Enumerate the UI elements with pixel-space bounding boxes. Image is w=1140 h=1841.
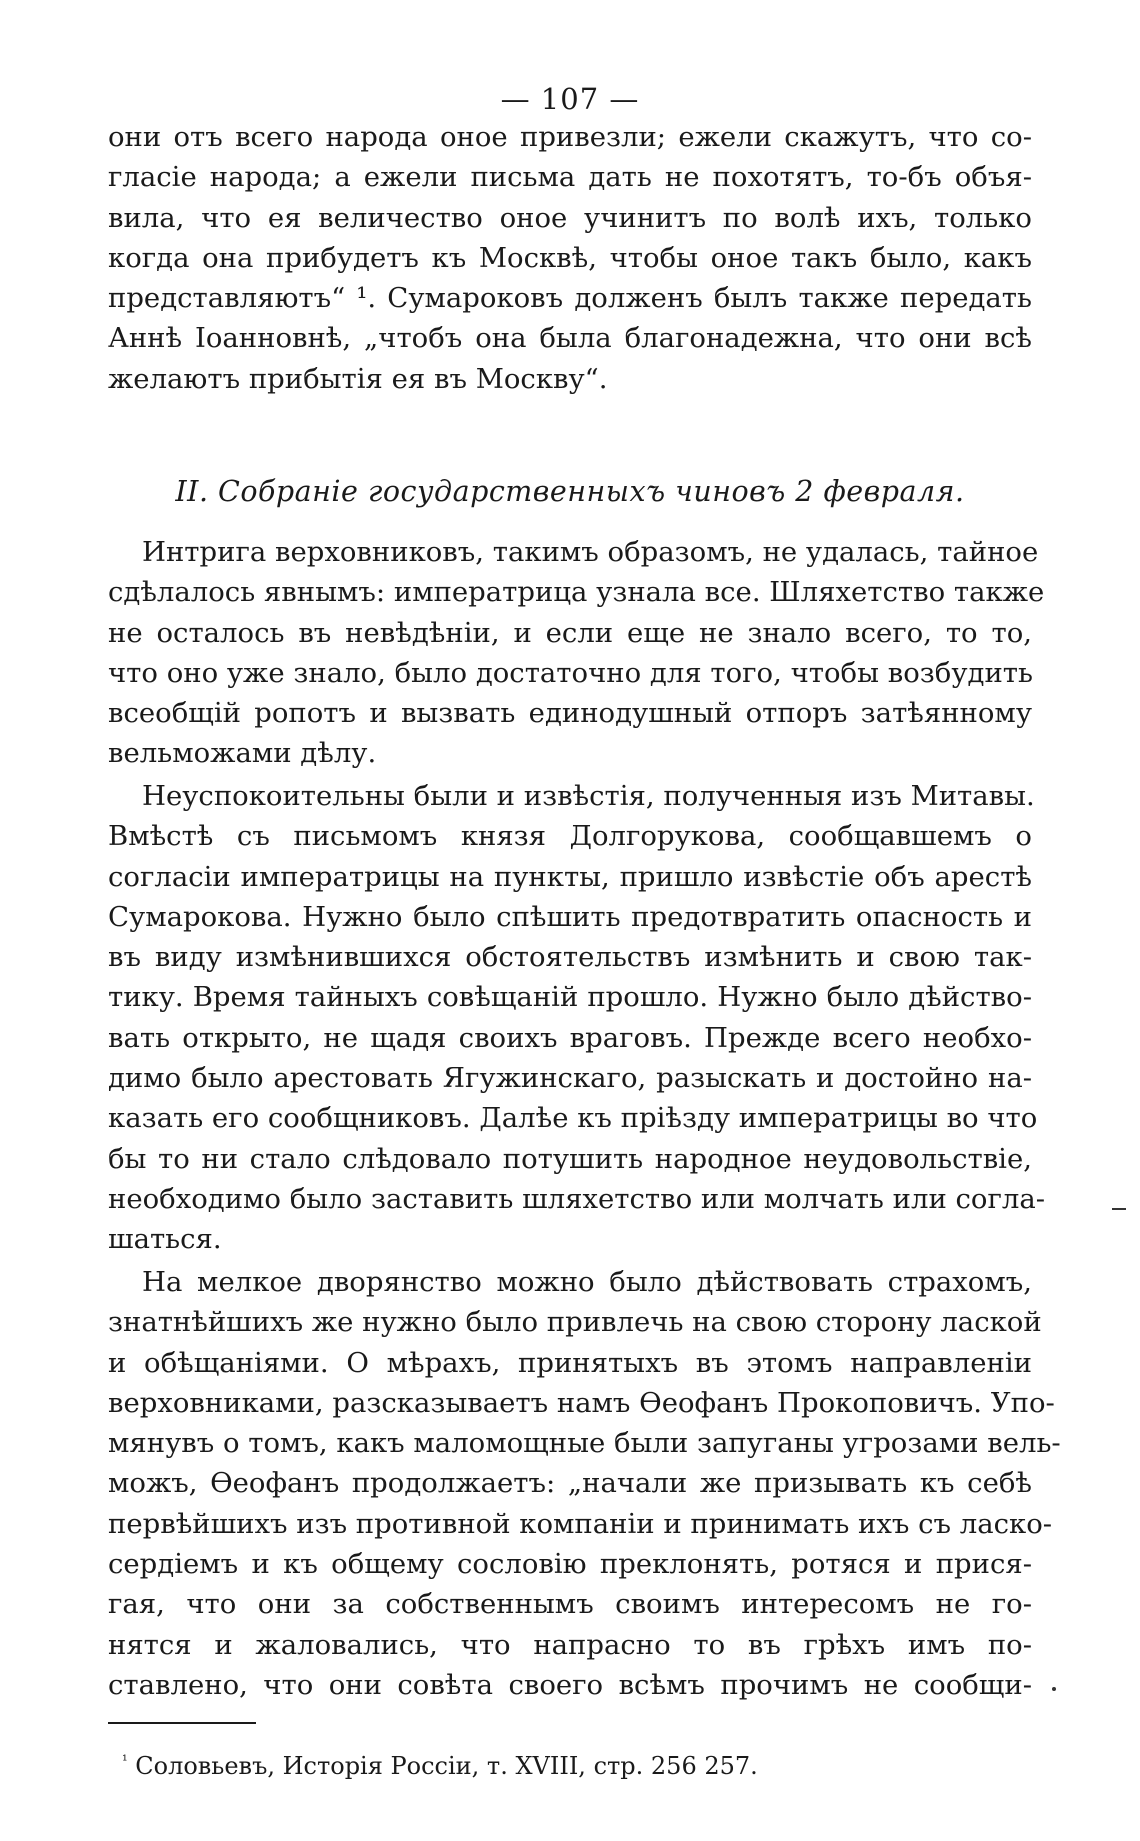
text-line: Аннѣ Іоанновнѣ, „чтобъ она была благонадежна, что они всѣ	[108, 322, 1032, 355]
text-line: необходимо было заставить шляхетство или молчать или согла-	[108, 1182, 1046, 1215]
text-line: мянувъ о томъ, какъ маломощные были запуганы угрозами вель-	[108, 1427, 1061, 1460]
text-line: можъ, Ѳеофанъ продолжаетъ: „начали же призывать къ себѣ	[108, 1467, 1032, 1500]
text-line: верховниками, разсказываетъ намъ Ѳеофанъ Прокоповичъ. Упо-	[108, 1386, 1055, 1419]
paragraph-3	[108, 776, 1046, 1260]
text-line: не осталось въ невѣдѣніи, и если еще не знало всего, то то,	[108, 616, 1032, 649]
text-line: Интрига верховниковъ, такимъ образомъ, не удалась, тайное	[142, 536, 1039, 568]
paragraph-4	[108, 1262, 1061, 1705]
text-line: гласіе народа; а ежели письма дать не похотятъ, то-бъ объя-	[108, 161, 1032, 194]
text-line: что оно уже знало, было достаточно для того, чтобы возбудить	[108, 656, 1033, 689]
text-line: они отъ всего народа оное привезли; ежели скажутъ, что со-	[108, 121, 1032, 153]
text-line: казать его сообщниковъ. Далѣе къ пріѣзду императрицы во что	[108, 1102, 1038, 1135]
text-line: и обѣщаніями. О мѣрахъ, принятыхъ въ этомъ направленіи	[108, 1346, 1032, 1379]
text-line: На мелкое дворянство можно было дѣйствовать страхомъ,	[142, 1266, 1032, 1298]
text-line: Сумарокова. Нужно было спѣшить предотвратить опасность и	[108, 900, 1032, 933]
footnote-text: Соловьевъ, Исторія Россіи, т. XVIII, стр. 256 257.	[135, 1752, 758, 1780]
text-line: шаться.	[108, 1223, 222, 1256]
margin-dot-mark	[1052, 1687, 1056, 1691]
text-line: Вмѣстѣ съ письмомъ князя Долгорукова, сообщавшемъ о	[108, 820, 1032, 853]
margin-dash-mark	[1112, 1208, 1126, 1210]
text-line: желаютъ прибытія ея въ Москву“.	[108, 362, 608, 395]
text-line: нятся и жаловались, что напрасно то въ грѣхъ имъ по-	[108, 1628, 1032, 1661]
text-line: вельможами дѣлу.	[108, 737, 377, 770]
text-line: вать открыто, не щадя своихъ враговъ. Прежде всего необхо-	[108, 1021, 1032, 1054]
text-line: знатнѣйшихъ же нужно было привлечь на свою сторону лаской	[108, 1306, 1042, 1339]
text-line: представляютъ“ ¹. Сумароковъ долженъ былъ также передать	[108, 282, 1032, 315]
text-line: гая, что они за собственнымъ своимъ интересомъ не го-	[108, 1588, 1032, 1621]
text-line: бы то ни стало слѣдовало потушить народное неудовольствіе,	[108, 1142, 1032, 1175]
text-line: въ виду измѣнившихся обстоятельствъ измѣнить и свою так-	[108, 941, 1032, 974]
text-line: сдѣлалось явнымъ: императрица узнала все. Шляхетство также	[108, 576, 1045, 609]
text-line: первѣйшихъ изъ противной компаніи и принимать ихъ съ ласко-	[108, 1507, 1053, 1540]
page-number: — 107 —	[500, 82, 640, 116]
text-line: согласіи императрицы на пункты, пришло извѣстіе объ арестѣ	[108, 860, 1032, 893]
text-line: тику. Время тайныхъ совѣщаній прошло. Нужно было дѣйство-	[108, 981, 1032, 1014]
text-line: ставлено, что они совѣта своего всѣмъ прочимъ не сообщи-	[108, 1668, 1032, 1701]
paragraph-2	[108, 532, 1045, 774]
paragraph-1	[108, 117, 1032, 399]
section-heading: II. Собраніе государственныхъ чиновъ 2 февраля.	[175, 475, 965, 508]
text-line: сердіемъ и къ общему сословію преклонять, ротяся и прися-	[108, 1548, 1032, 1581]
text-line: вила, что ея величество оное учинитъ по волѣ ихъ, только	[108, 201, 1032, 234]
footnote	[122, 1752, 758, 1780]
text-line: всеобщій ропотъ и вызвать единодушный отпоръ затѣянному	[108, 697, 1032, 730]
footnote-divider	[108, 1722, 256, 1724]
text-line: когда она прибудетъ къ Москвѣ, чтобы оное такъ было, какъ	[108, 241, 1032, 274]
text-line: димо было арестовать Ягужинскаго, разыскать и достойно на-	[108, 1062, 1032, 1095]
text-line: Неуспокоительны были и извѣстія, полученныя изъ Митавы.	[142, 780, 1035, 812]
footnote-marker: ¹	[122, 1753, 128, 1769]
